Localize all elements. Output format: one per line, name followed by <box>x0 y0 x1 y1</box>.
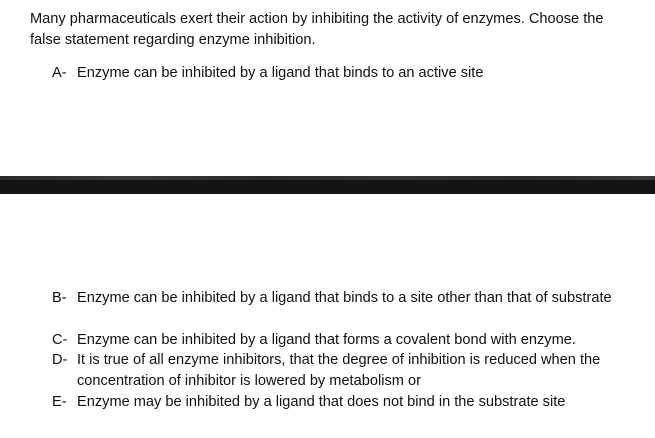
option-c-letter: C- <box>52 332 68 348</box>
option-d[interactable] <box>52 350 647 392</box>
option-e[interactable] <box>52 392 647 413</box>
option-d-text: It is true of all enzyme inhibitors, that the degree of inhibition is reduced when the concentration of inhibitor is lowered by metabolism or <box>77 352 601 389</box>
option-a-text: Enzyme can be inhibited by a ligand that binds to an active site <box>77 65 484 81</box>
option-b[interactable] <box>52 288 647 309</box>
redaction-ghost-strip <box>0 176 655 180</box>
option-a[interactable] <box>52 63 647 84</box>
question-text: Many pharmaceuticals exert their action by inhibiting the activity of enzymes. Choose the false statement regarding enzyme inhibition. <box>30 11 604 48</box>
option-e-letter: E- <box>52 394 67 410</box>
option-b-text: Enzyme can be inhibited by a ligand that binds to a site other than that of substrate <box>77 290 612 306</box>
option-c[interactable] <box>52 330 647 351</box>
option-b-letter: B- <box>52 290 67 306</box>
option-a-letter: A- <box>52 65 67 81</box>
option-c-text: Enzyme can be inhibited by a ligand that forms a covalent bond with enzyme. <box>77 332 576 348</box>
redaction-bar <box>0 176 655 194</box>
option-e-text: Enzyme may be inhibited by a ligand that does not bind in the substrate site <box>77 394 566 410</box>
option-d-letter: D- <box>52 352 68 368</box>
